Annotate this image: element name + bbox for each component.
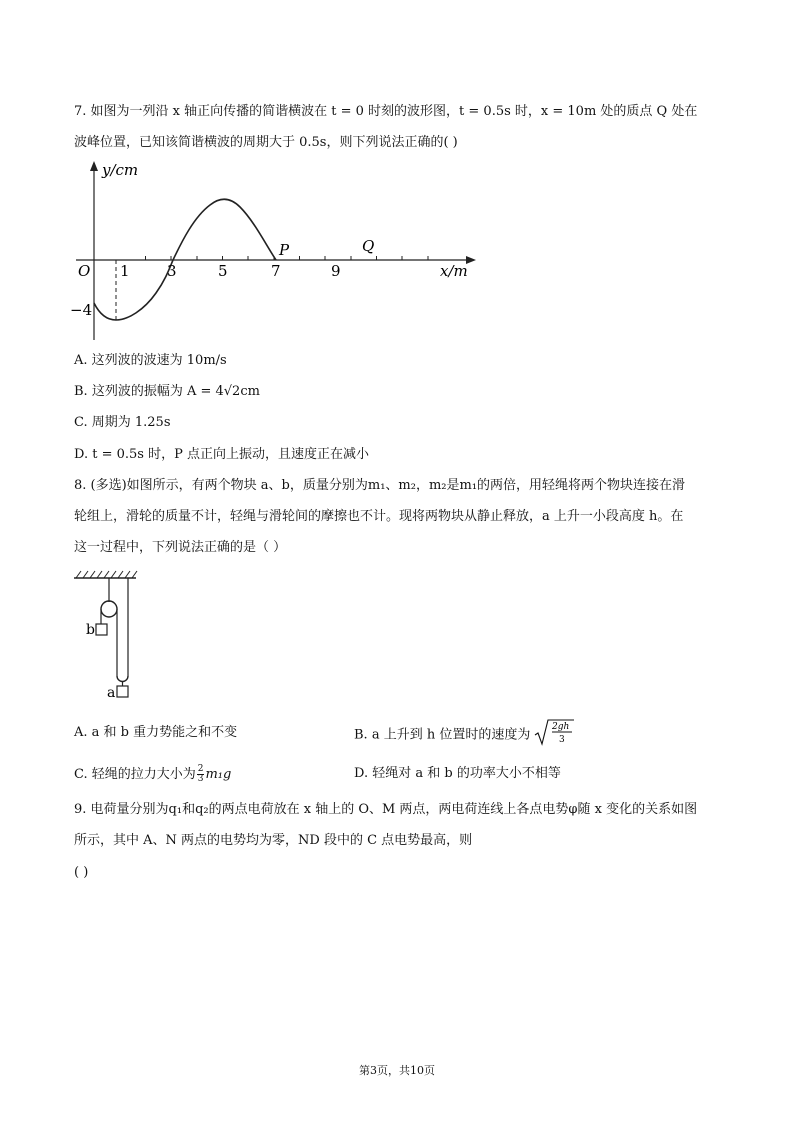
- q9-stem-line3: ( ): [74, 865, 89, 880]
- sqrt-denominator: 3: [559, 735, 566, 745]
- pulley-figure: [72, 568, 172, 703]
- q8-option-b-text: B. a 上升到 h 位置时的速度为: [354, 727, 531, 743]
- block-a-label: a: [107, 685, 116, 701]
- graph-tick-7: 7: [271, 262, 281, 280]
- q7-option-a: A. 这列波的波速为 10m/s: [74, 353, 227, 368]
- q8-stem-line2: 轮组上，滑轮的质量不计，轻绳与滑轮间的摩擦也不计。现将两物块从静止释放，a 上升一小段高度 h。在: [74, 509, 684, 524]
- q8-stem-line1: 8. (多选)如图所示，有两个物块 a、b，质量分别为m₁、m₂，m₂是m₁的两倍，用轻绳将两个物块连接在滑: [74, 478, 686, 493]
- upper-pulley: [101, 601, 117, 617]
- graph-tick-9: 9: [331, 262, 341, 280]
- q8-option-c-text: C. 轻绳的拉力大小为: [74, 767, 196, 782]
- block-a: [117, 686, 128, 697]
- q7-option-c: C. 周期为 1.25s: [74, 415, 171, 430]
- sqrt-numerator: 2gh: [552, 722, 570, 732]
- graph-tick-3: 3: [167, 262, 177, 280]
- q9-stem-line1: 9. 电荷量分别为q₁和q₂的两点电荷放在 x 轴上的 O、M 两点，两电荷连线上各点电势φ随 x 变化的关系如图: [74, 802, 698, 817]
- fraction-denominator: 3: [197, 774, 204, 784]
- q7-option-b: B. 这列波的振幅为 A = 4√2cm: [74, 384, 260, 399]
- graph-y-tick-label: −4: [70, 301, 93, 319]
- fraction-numerator: 2: [197, 764, 204, 774]
- graph-origin-label: O: [78, 262, 91, 280]
- graph-point-p-label: P: [279, 241, 290, 259]
- graph-x-axis-label: x/m: [440, 262, 468, 280]
- fraction: [197, 765, 205, 784]
- lower-pulley: [117, 676, 128, 682]
- graph-tick-5: 5: [218, 262, 228, 280]
- q8-option-c: [74, 765, 231, 784]
- graph-tick-1: 1: [120, 262, 130, 280]
- block-b-label: b: [86, 622, 95, 638]
- q9-stem-line2: 所示，其中 A、N 两点的电势均为零，ND 段中的 C 点电势最高，则: [74, 833, 473, 848]
- q8-option-d: D. 轻绳对 a 和 b 的功率大小不相等: [354, 766, 561, 781]
- q8-stem-line3: 这一过程中，下列说法正确的是（ ）: [74, 540, 287, 555]
- q7-stem-line2: 波峰位置，已知该简谐横波的周期大于 0.5s，则下列说法正确的( ): [74, 135, 458, 150]
- graph-y-arrow: [90, 161, 98, 171]
- q7-option-d: D. t = 0.5s 时，P 点正向上振动，且速度正在减小: [74, 447, 369, 462]
- wave-graph: [70, 155, 490, 345]
- graph-point-q-label: Q: [362, 237, 375, 255]
- q8-option-c-tail: m₁g: [205, 767, 232, 782]
- q8-option-b: [354, 724, 574, 746]
- page-footer: 第3页，共10页: [359, 1064, 435, 1077]
- ceiling-hatch: [76, 571, 137, 578]
- sqrt-sign: [534, 718, 574, 746]
- q7-stem-line1: 7. 如图为一列沿 x 轴正向传播的简谐横波在 t = 0 时刻的波形图，t = 0.5s 时，x = 10m 处的质点 Q 处在: [74, 104, 698, 119]
- q8-option-a: A. a 和 b 重力势能之和不变: [74, 725, 238, 740]
- graph-y-axis-label: y/cm: [102, 161, 139, 179]
- block-b: [96, 624, 107, 635]
